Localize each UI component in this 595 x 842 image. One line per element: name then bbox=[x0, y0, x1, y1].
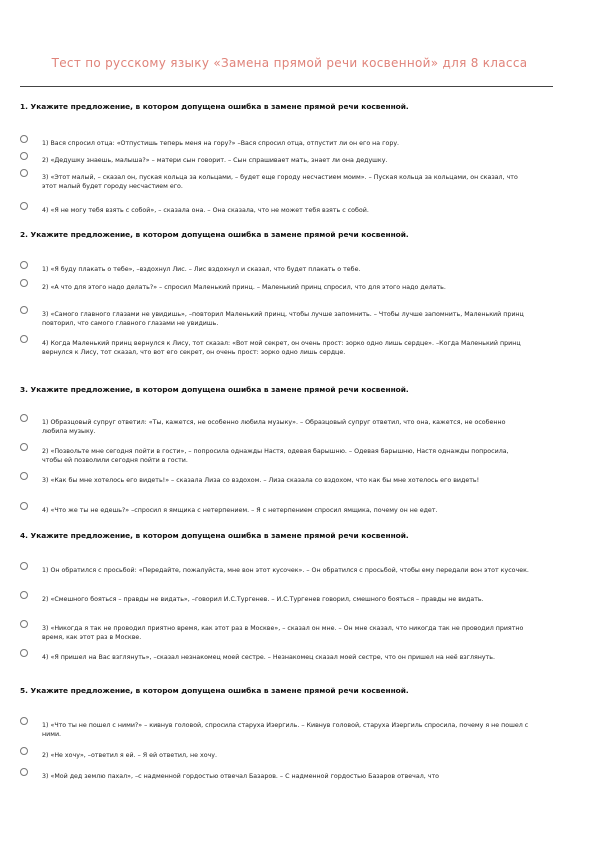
radio-button[interactable] bbox=[20, 135, 28, 143]
radio-button[interactable] bbox=[20, 335, 28, 343]
radio-button[interactable] bbox=[20, 306, 28, 314]
radio-button[interactable] bbox=[20, 472, 28, 480]
question-1-option-1[interactable]: 1) Вася спросил отца: «Отпустишь теперь меня на гору?» –Вася спросил отца, отпустит ли он его на гору. bbox=[20, 140, 530, 149]
radio-button[interactable] bbox=[20, 202, 28, 210]
question-2-option-1[interactable]: 1) «Я буду плакать о тебе», –вздохнул Лис. – Лис вздохнул и сказал, что будет плакать о тебе. bbox=[20, 266, 530, 275]
radio-button[interactable] bbox=[20, 279, 28, 287]
radio-button[interactable] bbox=[20, 649, 28, 657]
question-1-option-2[interactable]: 2) «Дедушку знаешь, малыша?» – матери сын говорит. – Сын спрашивает мать, знает ли она дедушку. bbox=[20, 157, 530, 166]
question-2-option-4[interactable]: 4) Когда Маленький принц вернулся к Лису, тот сказал: «Вот мой секрет, он очень прост: зорко одно лишь сердце». –Когда Маленький принц вернулся к Лису, тот сказал, что вот его секрет, он очень прост: зорко одно лишь сердце. bbox=[20, 340, 530, 357]
question-4-option-3[interactable]: 3) «Никогда я так не проводил приятно время, как этот раз в Москве», – сказал он мне. – Он мне сказал, что никогда так не проводил приятно время, как этот раз в Москве. bbox=[20, 625, 530, 642]
question-3-option-3[interactable]: 3) «Как бы мне хотелось его видеть!» – сказала Лиза со вздохом. – Лиза сказала со вздохом, что как бы мне хотелось его видеть! bbox=[20, 477, 530, 486]
radio-button[interactable] bbox=[20, 502, 28, 510]
document-title: Тест по русскому языку «Замена прямой речи косвенной» для 8 класса bbox=[51, 56, 528, 70]
question-5-text: 5. Укажите предложение, в котором допущена ошибка в замене прямой речи косвенной. bbox=[20, 686, 409, 695]
radio-button[interactable] bbox=[20, 591, 28, 599]
question-3-option-2[interactable]: 2) «Позвольте мне сегодня пойти в гости», – попросила однажды Настя, одевая барышню. – Одевая барышню, Настя однажды попросила, чтобы ей позволили сегодня пойти в гости. bbox=[20, 448, 530, 465]
radio-button[interactable] bbox=[20, 443, 28, 451]
title-divider bbox=[20, 86, 553, 87]
radio-button[interactable] bbox=[20, 261, 28, 269]
radio-button[interactable] bbox=[20, 562, 28, 570]
question-3-option-4[interactable]: 4) «Что же ты не едешь?» –спросил я ямщика с нетерпением. – Я с нетерпением спросил ямщика, почему он не едет. bbox=[20, 507, 530, 516]
question-1-option-4[interactable]: 4) «Я не могу тебя взять с собой», – сказала она. – Она сказала, что не может тебя взять с собой. bbox=[20, 207, 530, 216]
radio-button[interactable] bbox=[20, 768, 28, 776]
question-1-text: 1. Укажите предложение, в котором допущена ошибка в замене прямой речи косвенной. bbox=[20, 102, 409, 111]
question-4-option-2[interactable]: 2) «Смешного бояться – правды не видать», –говорил И.С.Тургенев. – И.С.Тургенев говорил, смешного бояться – правды не видать. bbox=[20, 596, 530, 605]
radio-button[interactable] bbox=[20, 747, 28, 755]
question-3-option-1[interactable]: 1) Образцовый супруг ответил: «Ты, кажется, не особенно любила музыку». – Образцовый супруг ответил, что она, кажется, не особенно любила музыку. bbox=[20, 419, 530, 436]
radio-button[interactable] bbox=[20, 717, 28, 725]
question-2-option-2[interactable]: 2) «А что для этого надо делать?» – спросил Маленький принц. – Маленький принц спросил, что для этого надо делать. bbox=[20, 284, 530, 293]
question-5-option-3[interactable]: 3) «Мой дед землю пахал», –с надменной гордостью отвечал Базаров. – С надменной гордостью Базаров отвечал, что bbox=[20, 773, 530, 782]
radio-button[interactable] bbox=[20, 414, 28, 422]
question-3-text: 3. Укажите предложение, в котором допущена ошибка в замене прямой речи косвенной. bbox=[20, 385, 409, 394]
question-4-text: 4. Укажите предложение, в котором допущена ошибка в замене прямой речи косвенной. bbox=[20, 531, 409, 540]
radio-button[interactable] bbox=[20, 169, 28, 177]
question-4-option-4[interactable]: 4) «Я пришел на Вас взглянуть», –сказал незнакомец моей сестре. – Незнакомец сказал моей сестре, что он пришел на неё взглянуть. bbox=[20, 654, 530, 663]
question-2-text: 2. Укажите предложение, в котором допущена ошибка в замене прямой речи косвенной. bbox=[20, 230, 409, 239]
question-5-option-1[interactable]: 1) «Что ты не пошел с ними?» – кивнув головой, спросила старуха Изергиль. – Кивнув головой, старуха Изергиль спросила, почему я не пошел с ними. bbox=[20, 722, 530, 739]
radio-button[interactable] bbox=[20, 152, 28, 160]
question-5-option-2[interactable]: 2) «Не хочу», –ответил я ей. – Я ей ответил, не хочу. bbox=[20, 752, 530, 761]
question-4-option-1[interactable]: 1) Он обратился с просьбой: «Передайте, пожалуйста, мне вон этот кусочек». – Он обратился с просьбой, чтобы ему передали вон этот кусочек. bbox=[20, 567, 530, 576]
radio-button[interactable] bbox=[20, 620, 28, 628]
question-1-option-3[interactable]: 3) «Этот малый, – сказал он, пуская кольца за кольцами, – будет еще городу несчастием моим». – Пуская кольца за кольцами, он сказал, что этот малый будет городу несчастием его. bbox=[20, 174, 530, 191]
question-2-option-3[interactable]: 3) «Самого главного глазами не увидишь», –повторил Маленький принц, чтобы лучше запомнить. – Чтобы лучше запомнить, Маленький принц повторил, что самого главного глазами не увидишь. bbox=[20, 311, 530, 328]
